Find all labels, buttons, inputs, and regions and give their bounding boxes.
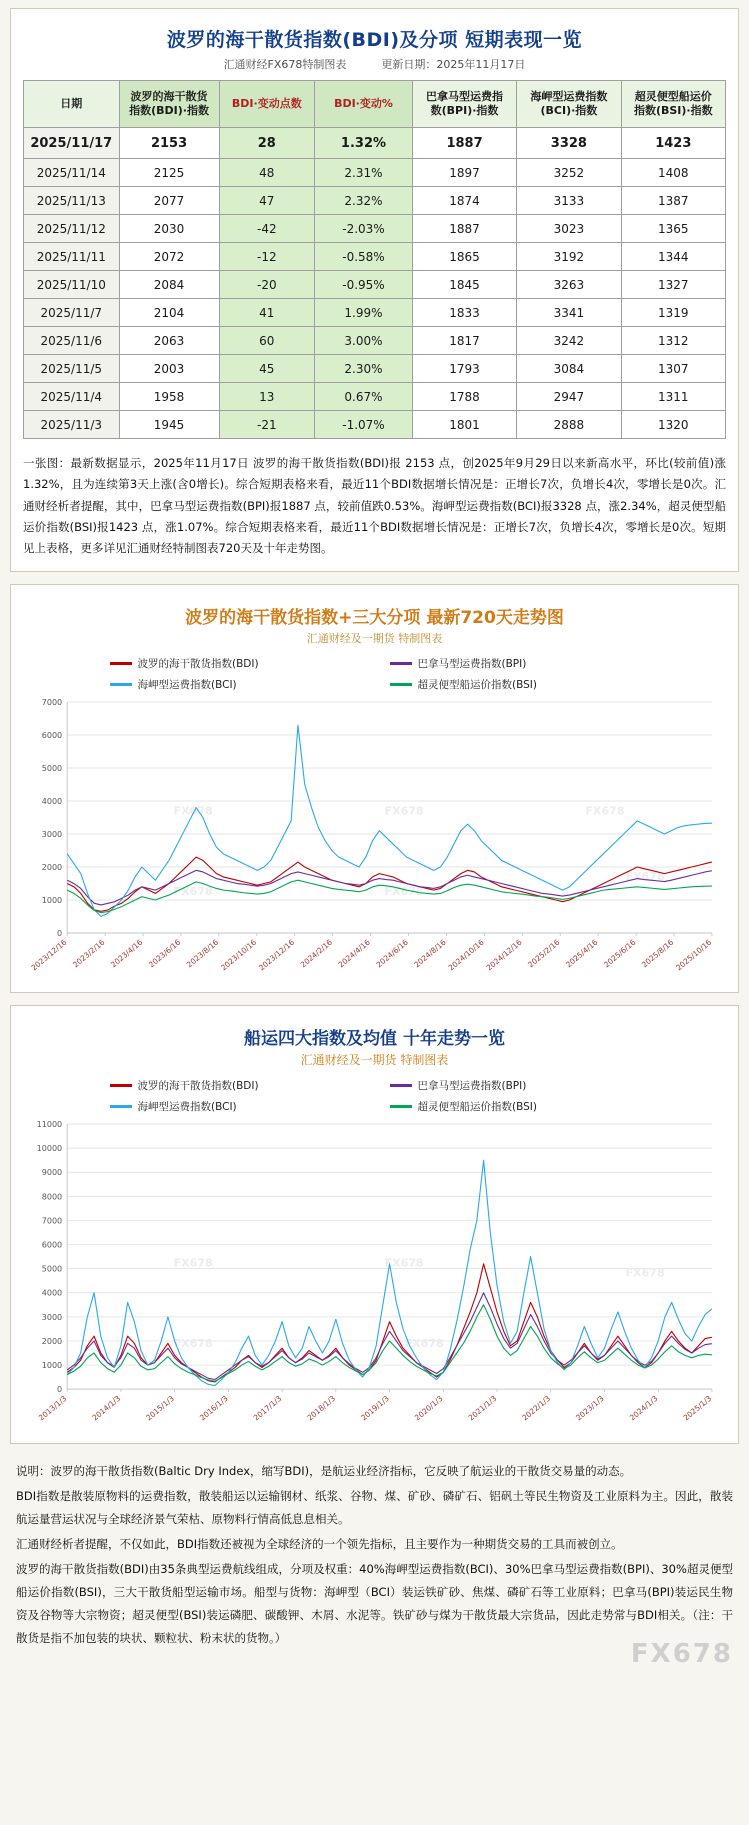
col-header-bci: 海岬型运费指数 (BCI)·指数 [517,81,621,128]
svg-text:2024/1/3: 2024/1/3 [627,1393,660,1422]
footer-line-3: 汇通财经析者提醒，不仅如此，BDI指数还被视为全球经济的一个领先指标，且主要作为一种期货交易的工具而被创立。 [16,1536,623,1551]
svg-text:2025/4/16: 2025/4/16 [564,938,600,970]
svg-text:5000: 5000 [41,1264,63,1274]
cell-bpi: 1801 [412,411,516,439]
svg-text:4000: 4000 [41,1288,63,1298]
svg-text:6000: 6000 [41,1240,63,1250]
cell-bdi-change: 47 [219,187,315,215]
cell-bci: 3084 [517,355,621,383]
svg-text:2020/1/3: 2020/1/3 [412,1393,445,1422]
cell-bdi-change: -12 [219,243,315,271]
svg-text:2022/1/3: 2022/1/3 [520,1393,553,1422]
cell-bdi: 1958 [119,383,219,411]
cell-bdi: 2003 [119,355,219,383]
svg-text:2018/1/3: 2018/1/3 [305,1393,338,1422]
cell-bsi: 1408 [621,159,725,187]
cell-bpi: 1874 [412,187,516,215]
legend-item-bsi: 超灵便型船运价指数(BSI) [390,1099,640,1114]
bdi-table-panel [10,8,739,572]
table-body [24,128,726,439]
svg-text:0: 0 [57,929,63,939]
svg-text:FX678: FX678 [173,804,213,818]
chart-720d-legend [23,652,726,694]
svg-text:7000: 7000 [41,1216,63,1226]
svg-text:2015/1/3: 2015/1/3 [144,1393,176,1422]
cell-bpi: 1887 [412,215,516,243]
chart-720d-svg [23,694,726,985]
table-update-date: 更新日期：2025年11月17日 [381,58,526,71]
cell-bdi-change: 45 [219,355,315,383]
cell-bsi: 1327 [621,271,725,299]
svg-text:2016/1/3: 2016/1/3 [198,1393,230,1422]
cell-bdi: 2077 [119,187,219,215]
svg-text:2013/1/3: 2013/1/3 [36,1393,69,1422]
svg-text:1000: 1000 [41,1360,63,1370]
svg-text:2024/10/16: 2024/10/16 [446,938,486,973]
cell-bsi: 1312 [621,327,725,355]
svg-text:3000: 3000 [41,830,63,840]
svg-text:2024/12/16: 2024/12/16 [484,938,524,973]
cell-bci: 2888 [517,411,621,439]
cell-bpi: 1817 [412,327,516,355]
cell-bdi: 2104 [119,299,219,327]
cell-bdi-change-pct: 3.00% [315,327,413,355]
svg-text:2019/1/3: 2019/1/3 [359,1393,391,1422]
svg-text:3000: 3000 [41,1312,63,1322]
chart-10y-plot [23,1116,726,1437]
cell-bdi-change-pct: -2.03% [315,215,413,243]
cell-bpi: 1833 [412,299,516,327]
cell-bdi-change-pct: 1.99% [315,299,413,327]
table-head [24,81,726,128]
svg-text:2025/1/3: 2025/1/3 [681,1393,714,1422]
cell-bci: 2947 [517,383,621,411]
svg-text:2024/8/16: 2024/8/16 [412,938,448,970]
cell-bdi-change: -20 [219,271,315,299]
table-row [24,215,726,243]
page-title: 波罗的海干散货指数(BDI)及分项 短期表现一览 [166,29,583,51]
svg-text:FX678: FX678 [384,804,424,818]
svg-text:2000: 2000 [41,863,63,873]
table-subtitle [23,56,726,80]
cell-bci: 3133 [517,187,621,215]
table-header-row [24,81,726,128]
table-row [24,327,726,355]
cell-date: 2025/11/3 [24,411,120,439]
cell-bdi: 2125 [119,159,219,187]
svg-text:2024/4/16: 2024/4/16 [336,938,372,970]
cell-bsi: 1320 [621,411,725,439]
svg-text:FX678: FX678 [384,1256,424,1270]
table-row [24,159,726,187]
cell-date: 2025/11/13 [24,187,120,215]
svg-text:FX678: FX678 [384,885,424,899]
svg-text:2023/4/16: 2023/4/16 [108,938,145,970]
cell-bci: 3242 [517,327,621,355]
table-row [24,411,726,439]
footer-line-2: BDI指数是散装原物料的运费指数，散装船运以运输钢材、纸浆、谷物、煤、矿砂、磷矿石、铝矾土等民生物资及工业原料为主。因此，散装航运量营运状况与全球经济景气荣枯、原物料行情高低息息相关。 [16,1488,733,1526]
cell-bsi: 1387 [621,187,725,215]
table-row [24,128,726,159]
chart-720d-title: 波罗的海干散货指数+三大分项 最新720天走势图 [185,608,564,629]
cell-bdi-change-pct: 2.32% [315,187,413,215]
svg-text:FX678: FX678 [585,804,625,818]
svg-text:FX678: FX678 [173,885,213,899]
cell-bsi: 1307 [621,355,725,383]
cell-bci: 3263 [517,271,621,299]
cell-bdi: 2084 [119,271,219,299]
cell-bdi: 1945 [119,411,219,439]
cell-bdi-change: 41 [219,299,315,327]
footer-line-4: 波罗的海干散货指数(BDI)由35条典型运费航线组成，分项及权重：40%海岬型运费指数(BCI)、30%巴拿马型运费指数(BPI)、30%超灵便型船运价指数(BSI)，三大干散货船型运输市场。船型与货物：海岬型（BCI）装运铁矿砂、焦煤、磷矿石等工业原料；巴拿马(BPI)装运民生物资及谷物等大宗物资；超灵便型(BSI)装运磷肥、碳酸钾、木屑、水泥等。铁矿砂与煤为干散货最大宗货品，因此走势常与BDI相关。（注：干散货是指不加包装的块状、颗粒状、粉末状的货物。） [16,1561,733,1645]
legend-item-bdi: 波罗的海干散货指数(BDI) [110,1078,360,1093]
cell-bci: 3023 [517,215,621,243]
chart-10y-svg [23,1116,726,1437]
table-note: 一张图：最新数据显示，2025年11月17日 波罗的海干散货指数(BDI)报 2153 点，创2025年9月29日以来新高水平，环比(较前值)涨1.32%，且为连续第3天上涨(含0增长)。综合短期表格来看，最近11个BDI数据增长情况是：正增长7次，负增长4次，零增长是0次。汇通财经析者提醒，其中，巴拿马型运费指数(BPI)报1887 点，较前值跌0.53%。海岬型运费指数(BCI)报3328 点，涨2.34%，超灵便型船运价指数(BSI)报1423 点，涨1.07%。综合短期表格来看，最近11个BDI数据增长情况是：正增长7次，负增长4次，零增长是0次。短期见上表格，更多详见汇通财经特制图表720天及十年走势图。 [23,456,726,556]
svg-text:2017/1/3: 2017/1/3 [251,1393,284,1422]
cell-bdi: 2153 [119,128,219,159]
cell-bdi-change: 13 [219,383,315,411]
svg-text:FX678: FX678 [173,1336,213,1350]
col-header-bdi-change-pct: BDI·变动% [315,81,413,128]
cell-bdi-change-pct: 1.32% [315,128,413,159]
svg-text:0: 0 [57,1384,63,1394]
cell-bsi: 1365 [621,215,725,243]
legend-item-bdi: 波罗的海干散货指数(BDI) [110,656,360,671]
svg-text:2023/12/16: 2023/12/16 [257,938,297,973]
cell-bpi: 1897 [412,159,516,187]
chart-10y-title: 船运四大指数及均值 十年走势一览 [244,1028,505,1049]
table-row [24,383,726,411]
cell-bdi-change: 28 [219,128,315,159]
cell-bdi-change-pct: 2.30% [315,355,413,383]
svg-text:2014/1/3: 2014/1/3 [90,1393,123,1422]
cell-bsi: 1344 [621,243,725,271]
svg-text:2021/1/3: 2021/1/3 [466,1393,499,1422]
bdi-data-table [23,80,726,439]
table-row [24,271,726,299]
cell-date: 2025/11/11 [24,243,120,271]
cell-bdi-change-pct: 0.67% [315,383,413,411]
svg-text:FX678: FX678 [173,1256,213,1270]
svg-text:10000: 10000 [36,1143,63,1153]
cell-bsi: 1311 [621,383,725,411]
svg-text:2023/10/16: 2023/10/16 [219,938,259,973]
footer-notes [10,1458,739,1682]
cell-bdi-change: 48 [219,159,315,187]
col-header-bdi: 波罗的海干散货 指数(BDI)·指数 [119,81,219,128]
table-row [24,187,726,215]
chart-10y-panel [10,1005,739,1444]
svg-text:2023/8/16: 2023/8/16 [184,938,221,970]
col-header-bpi: 巴拿马型运费指 数(BPI)·指数 [412,81,516,128]
cell-bdi-change-pct: -1.07% [315,411,413,439]
cell-date: 2025/11/4 [24,383,120,411]
watermark-fx678: FX678 [630,1638,733,1669]
cell-bci: 3192 [517,243,621,271]
cell-bdi: 2072 [119,243,219,271]
table-row [24,243,726,271]
svg-text:2000: 2000 [41,1336,63,1346]
cell-bdi-change-pct: -0.95% [315,271,413,299]
legend-item-bci: 海岬型运费指数(BCI) [110,677,360,692]
cell-bdi: 2030 [119,215,219,243]
svg-text:FX678: FX678 [625,1266,665,1280]
svg-text:11000: 11000 [36,1119,63,1129]
cell-date: 2025/11/14 [24,159,120,187]
chart-720d-plot [23,694,726,985]
cell-bci: 3328 [517,128,621,159]
cell-date: 2025/11/7 [24,299,120,327]
legend-item-bci: 海岬型运费指数(BCI) [110,1099,360,1114]
svg-text:1000: 1000 [41,896,63,906]
cell-bdi-change-pct: 2.31% [315,159,413,187]
cell-bsi: 1423 [621,128,725,159]
cell-bpi: 1788 [412,383,516,411]
svg-text:6000: 6000 [41,731,63,741]
table-subtitle-source: 汇通财经FX678特制图表 [223,58,347,71]
cell-bdi: 2063 [119,327,219,355]
legend-item-bsi: 超灵便型船运价指数(BSI) [390,677,640,692]
cell-date: 2025/11/17 [24,128,120,159]
svg-text:8000: 8000 [41,1191,63,1201]
svg-text:FX678: FX678 [404,1336,444,1350]
legend-item-bpi: 巴拿马型运费指数(BPI) [390,1078,640,1093]
col-header-bsi: 超灵便型船运价 指数(BSI)·指数 [621,81,725,128]
svg-text:4000: 4000 [41,797,63,807]
legend-item-bpi: 巴拿马型运费指数(BPI) [390,656,640,671]
svg-text:9000: 9000 [41,1167,63,1177]
cell-date: 2025/11/5 [24,355,120,383]
cell-date: 2025/11/6 [24,327,120,355]
cell-date: 2025/11/12 [24,215,120,243]
cell-bdi-change: -42 [219,215,315,243]
svg-text:2025/2/16: 2025/2/16 [526,938,562,970]
svg-text:2025/10/16: 2025/10/16 [674,938,714,973]
chart-10y-subtitle: 汇通财经及一期货 特制图表 [300,1052,449,1067]
cell-bsi: 1319 [621,299,725,327]
svg-text:7000: 7000 [41,698,63,708]
cell-bpi: 1793 [412,355,516,383]
chart-720d-panel [10,584,739,992]
cell-bdi-change: 60 [219,327,315,355]
svg-text:2023/2/16: 2023/2/16 [71,938,107,970]
footer-line-1: 说明：波罗的海干散货指数(Baltic Dry Index，缩写BDI)，是航运业经济指标，它反映了航运业的干散货交易量的动态。 [16,1463,632,1478]
svg-text:2023/6/16: 2023/6/16 [146,938,183,970]
svg-text:2025/6/16: 2025/6/16 [602,938,638,970]
cell-bci: 3341 [517,299,621,327]
cell-bdi-change-pct: -0.58% [315,243,413,271]
cell-bpi: 1845 [412,271,516,299]
cell-date: 2025/11/10 [24,271,120,299]
cell-bpi: 1887 [412,128,516,159]
table-row [24,299,726,327]
svg-text:2023/1/3: 2023/1/3 [574,1393,606,1422]
svg-text:5000: 5000 [41,764,63,774]
table-row [24,355,726,383]
svg-text:2025/8/16: 2025/8/16 [639,938,676,970]
svg-text:FX678: FX678 [625,870,665,884]
svg-text:2024/2/16: 2024/2/16 [298,938,335,970]
svg-text:2024/6/16: 2024/6/16 [374,938,410,970]
cell-bpi: 1865 [412,243,516,271]
cell-bdi-change: -21 [219,411,315,439]
col-header-bdi-change: BDI·变动点数 [219,81,315,128]
chart-10y-legend [23,1074,726,1116]
chart-720d-subtitle: 汇通财经及一期货 特制图表 [306,632,443,646]
cell-bci: 3252 [517,159,621,187]
svg-text:2023/12/16: 2023/12/16 [29,938,69,973]
col-header-date: 日期 [24,81,120,128]
